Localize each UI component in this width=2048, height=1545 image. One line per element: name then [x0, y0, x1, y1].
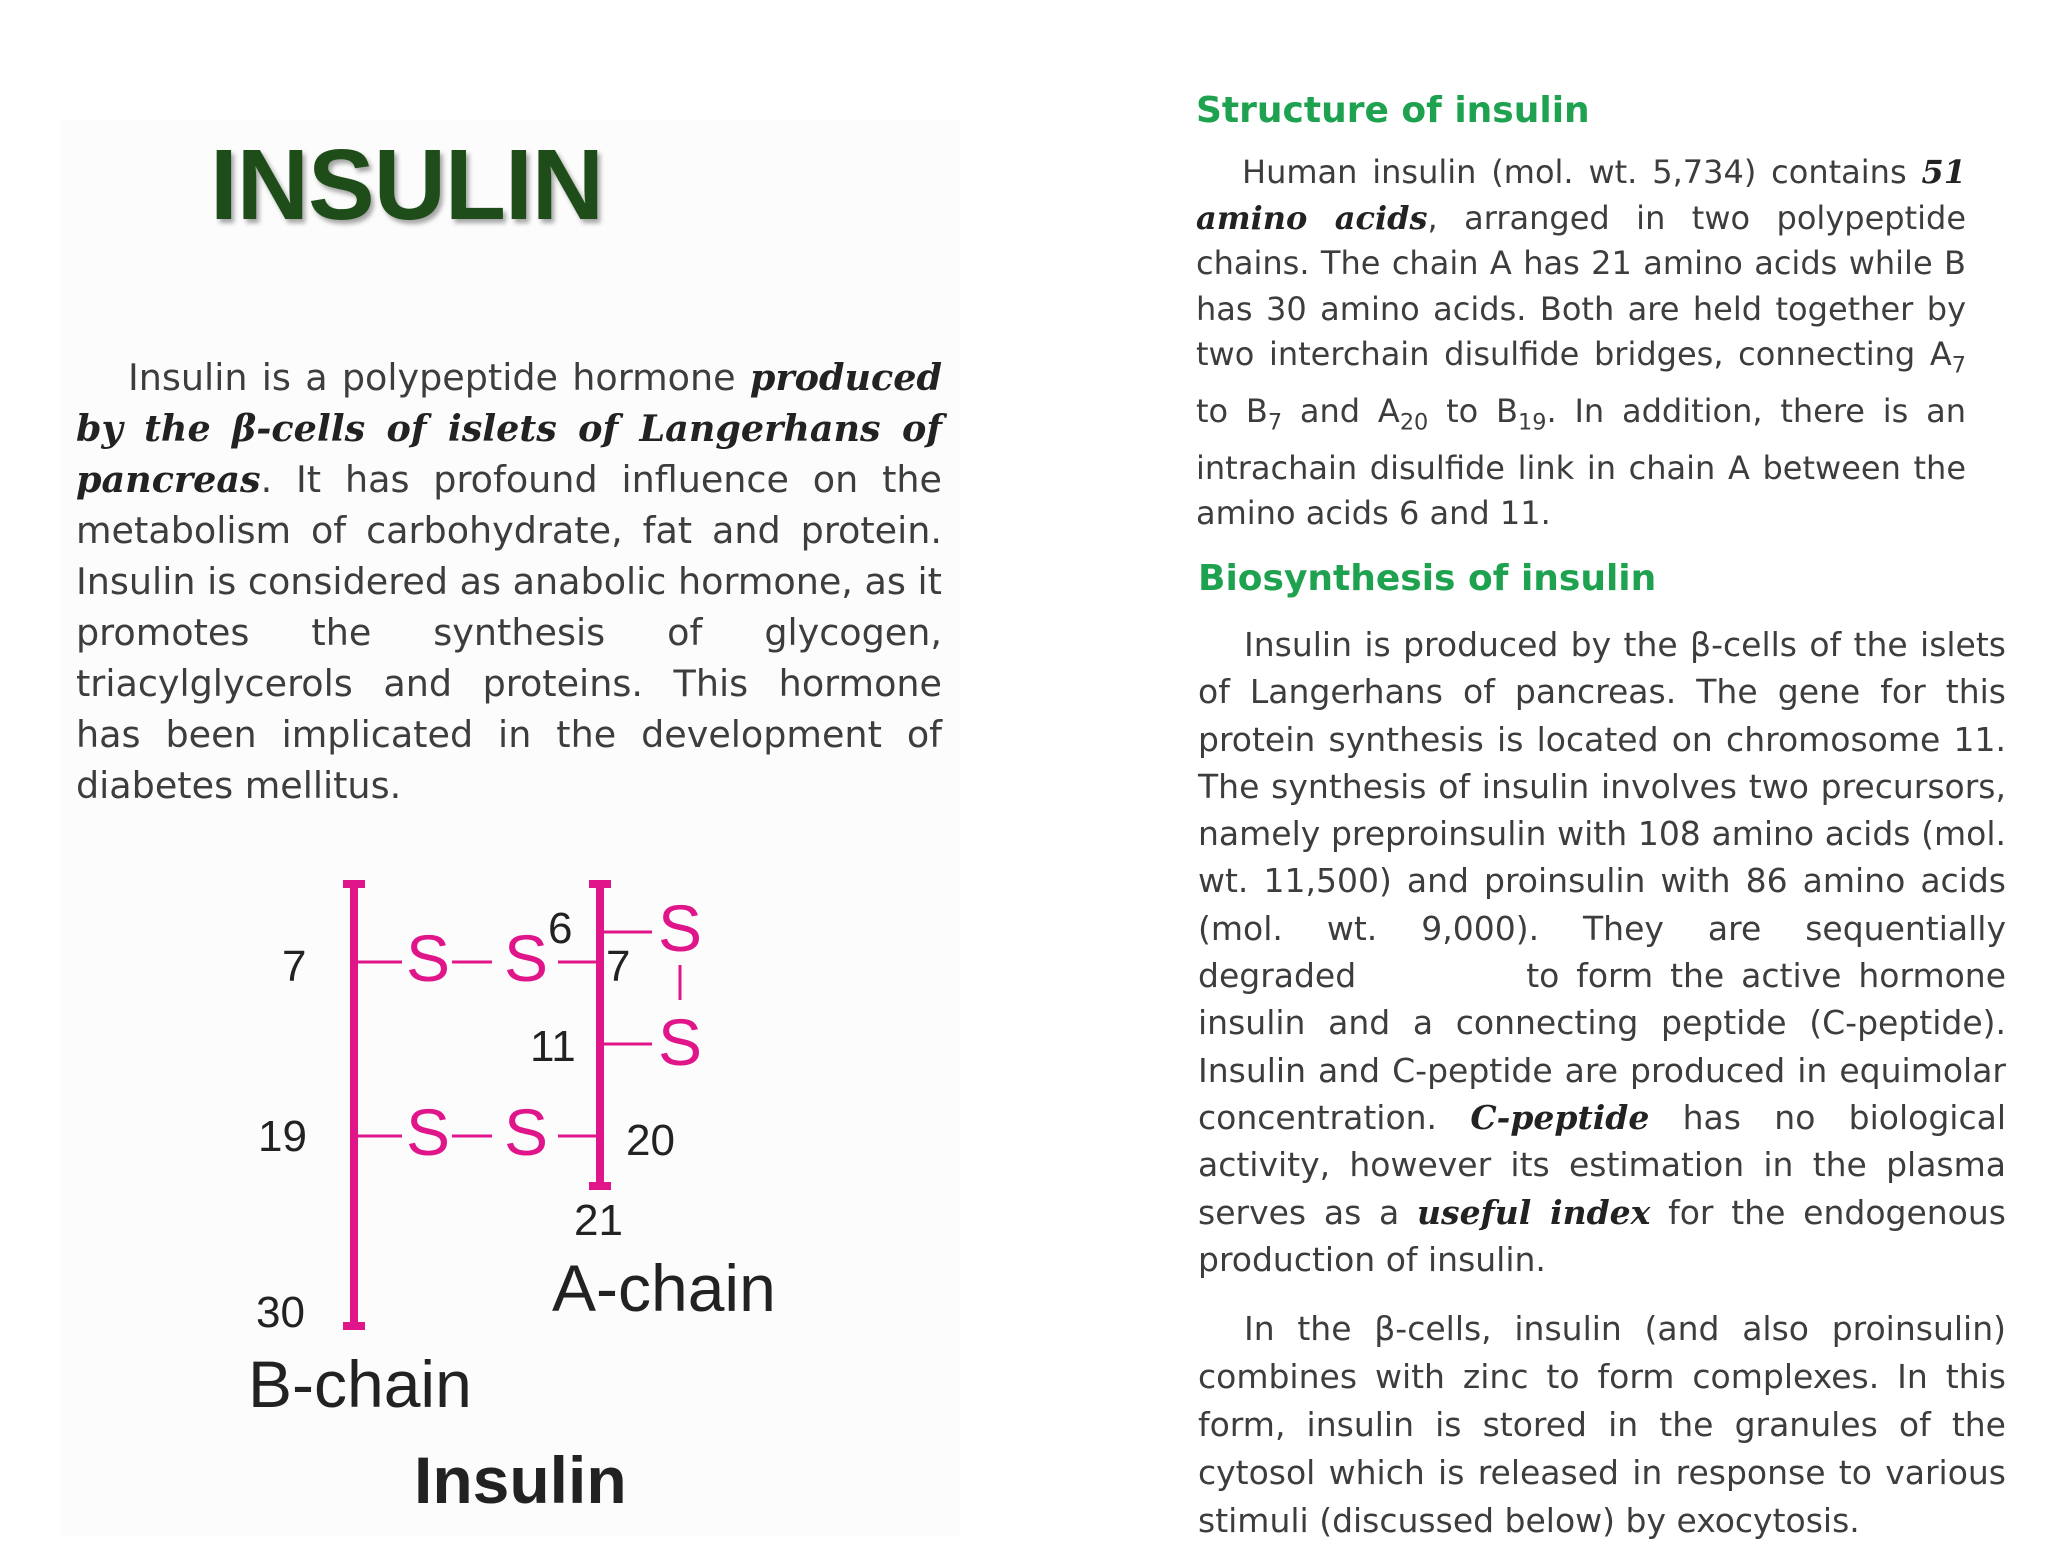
- a-residue-20: 20: [626, 1116, 675, 1165]
- sulfur-atom: S: [406, 921, 451, 995]
- b-chain-label: B-chain: [248, 1347, 472, 1421]
- structure-text-1: Human insulin (mol. wt. 5,734) contains: [1242, 153, 1907, 191]
- biosynthesis-text-3: has no biological activity, however its estimation in the plasma serves as a: [1198, 1097, 2006, 1232]
- subscript-a7: 7: [1951, 352, 1966, 379]
- subscript-b19: 19: [1517, 409, 1547, 436]
- structure-text-6: . In addition, there is an intrachain disulfide link in chain A between the amino acids 6 and 11.: [1196, 391, 1967, 533]
- a-residue-11: 11: [530, 1022, 576, 1071]
- subscript-b7: 7: [1267, 409, 1283, 436]
- biosynthesis-heading: Biosynthesis of insulin: [1198, 558, 1657, 599]
- useful-index-emphasis: useful index: [1417, 1192, 1651, 1232]
- structure-text-3: to B: [1196, 391, 1268, 430]
- structure-heading: Structure of insulin: [1196, 90, 1590, 131]
- biosynthesis-text-4: for the endogenous production of insulin.: [1198, 1192, 2006, 1279]
- sulfur-atom: S: [658, 891, 703, 965]
- biosynthesis-text-1: Insulin is produced by the β-cells of the islets of Langerhans of pancreas. The gene for this protein synthesis is located on chromosome 11. The synthesis of insulin involves two precursors, namely preproinsulin with 108 amino acids (mol. wt. 11,500) and proinsulin with 86 amino acids (mol. wt. 9,000). They are sequentially degraded: [1198, 625, 2006, 996]
- intro-emphasis: produced by the β-cells of islets of Langerhans of pancreas: [76, 356, 942, 501]
- structure-text-5: to B: [1428, 391, 1518, 430]
- a-residue-7: 7: [606, 942, 631, 991]
- sulfur-atom: S: [504, 1095, 549, 1169]
- structure-emphasis: 51 amino acids: [1196, 153, 1967, 237]
- subscript-a20: 20: [1399, 409, 1429, 436]
- a-chain-label: A-chain: [552, 1251, 776, 1325]
- structure-text-2: , arranged in two polypeptide chains. The chain A has 21 amino acids while B has 30 amino acids. Both are held together by two interchain disulfide bridges, connecting A: [1196, 198, 1967, 373]
- biosynthesis-text-2: to form the active hormone insulin and a connecting peptide (C-peptide). Insulin and C-peptide are produced in equimolar concentration.: [1198, 956, 2006, 1137]
- a-residue-6: 6: [548, 904, 573, 953]
- b-residue-7: 7: [282, 942, 307, 991]
- left-panel: [60, 120, 960, 1536]
- sulfur-atom: S: [658, 1005, 703, 1079]
- a-residue-21: 21: [574, 1196, 623, 1245]
- diagram-title: Insulin: [414, 1443, 627, 1517]
- sulfur-atom: S: [406, 1095, 451, 1169]
- c-peptide-emphasis: C-peptide: [1470, 1097, 1650, 1137]
- sulfur-atom: S: [504, 921, 549, 995]
- intro-text-1: Insulin is a polypeptide hormone: [128, 356, 736, 399]
- b-residue-30: 30: [256, 1288, 305, 1337]
- structure-paragraph: [1196, 150, 1966, 537]
- intro-paragraph: [76, 352, 942, 811]
- biosynthesis-paragraph-2: In the β-cells, insulin (and also proinsulin) combines with zinc to form complexes. In this form, insulin is stored in the granules of the cytosol which is released in response to various stimuli (discussed below) by exocytosis.: [1198, 1309, 2006, 1540]
- b-residue-19: 19: [258, 1112, 307, 1161]
- intro-text-2: . It has profound influence on the metabolism of carbohydrate, fat and protein. Insulin is considered as anabolic hormone, as it promotes the synthesis of glycogen, triacylglycerols and proteins. This hormone has been implicated in the development of diabetes mellitus.: [76, 458, 942, 807]
- page-title: INSULIN: [210, 129, 603, 241]
- biosynthesis-paragraph-1: [1198, 621, 2006, 1283]
- structure-text-4: and A: [1282, 391, 1400, 430]
